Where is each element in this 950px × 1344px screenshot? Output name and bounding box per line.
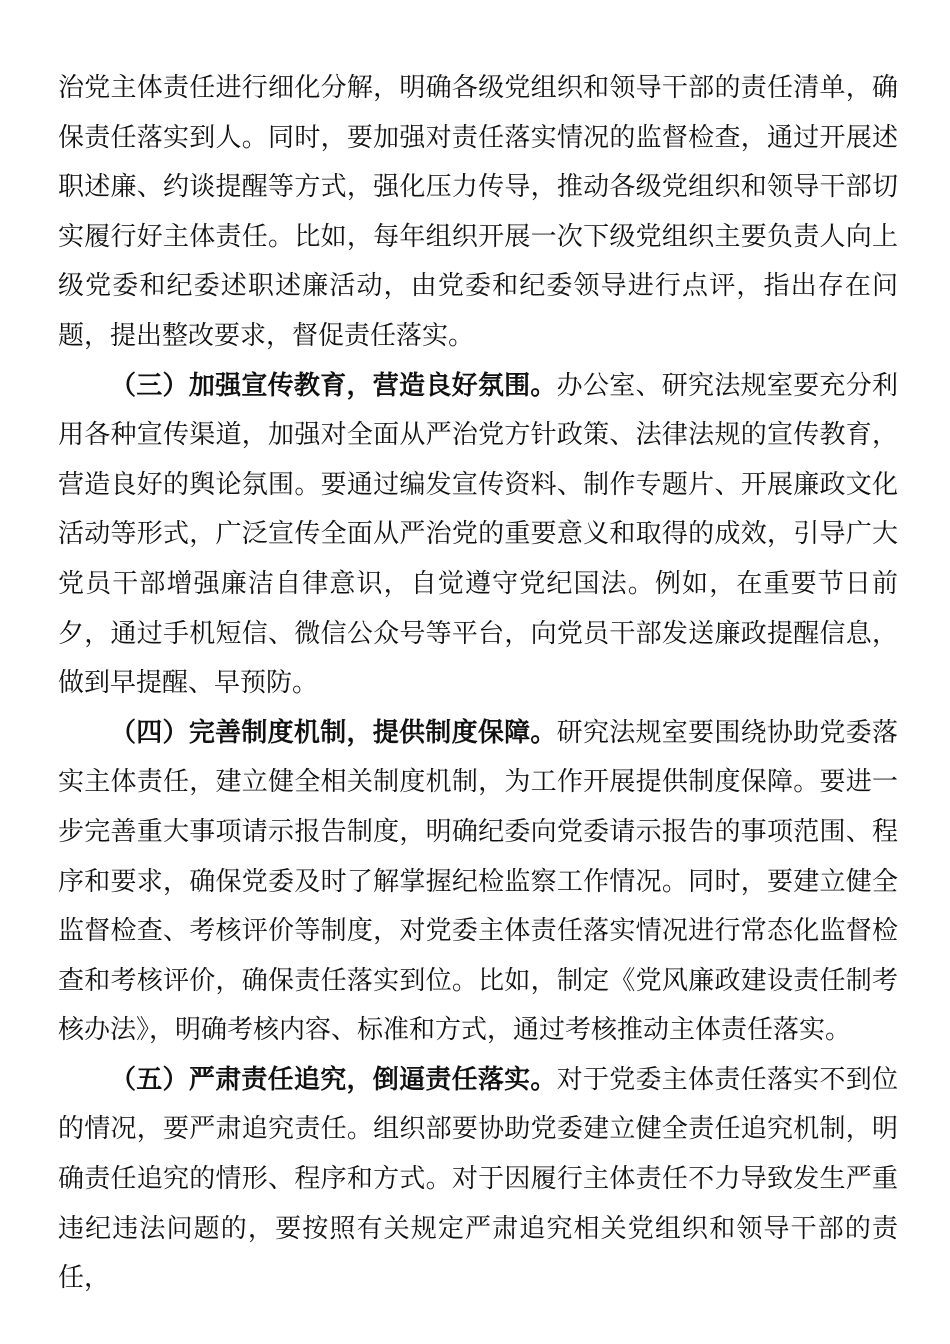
paragraph-section-4: [58, 709, 898, 1056]
section-heading: （三）加强宣传教育，营造良好氛围。: [110, 370, 557, 401]
paragraph-continuation: [58, 64, 898, 362]
document-page: [58, 64, 898, 1304]
paragraph-section-3: [58, 362, 898, 709]
section-heading: （五）严肃责任追究，倒逼责任落实。: [110, 1064, 557, 1095]
paragraph-text: 研究法规室要围绕协助党委落实主体责任，建立健全相关制度机制，为工作开展提供制度保障。要进一步完善重大事项请示报告制度，明确纪委向党委请示报告的事项范围、程序和要求，确保党委及时了解掌握纪检监察工作情况。同时，要建立健全监督检查、考核评价等制度，对党委主体责任落实情况进行常态化监督检查和考核评价，确保责任落实到位。比如，制定《党风廉政建设责任制考核办法》，明确考核内容、标准和方式，通过考核推动主体责任落实。: [58, 717, 898, 1046]
paragraph-text: 办公室、研究法规室要充分利用各种宣传渠道，加强对全面从严治党方针政策、法律法规的宣传教育，营造良好的舆论氛围。要通过编发宣传资料、制作专题片、开展廉政文化活动等形式，广泛宣传全面从严治党的重要意义和取得的成效，引导广大党员干部增强廉洁自律意识，自觉遵守党纪国法。例如，在重要节日前夕，通过手机短信、微信公众号等平台，向党员干部发送廉政提醒信息，做到早提醒、早预防。: [58, 370, 898, 699]
paragraph-section-5: [58, 1056, 898, 1304]
section-heading: （四）完善制度机制，提供制度保障。: [110, 717, 557, 748]
paragraph-text: 对于党委主体责任落实不到位的情况，要严肃追究责任。组织部要协助党委建立健全责任追究机制，明确责任追究的情形、程序和方式。对于因履行主体责任不力导致发生严重违纪违法问题的，要按照有关规定严肃追究相关党组织和领导干部的责任，: [58, 1064, 898, 1294]
paragraph-text: 治党主体责任进行细化分解，明确各级党组织和领导干部的责任清单，确保责任落实到人。同时，要加强对责任落实情况的监督检查，通过开展述职述廉、约谈提醒等方式，强化压力传导，推动各级党组织和领导干部切实履行好主体责任。比如，每年组织开展一次下级党组织主要负责人向上级党委和纪委述职述廉活动，由党委和纪委领导进行点评，指出存在问题，提出整改要求，督促责任落实。: [58, 73, 898, 351]
